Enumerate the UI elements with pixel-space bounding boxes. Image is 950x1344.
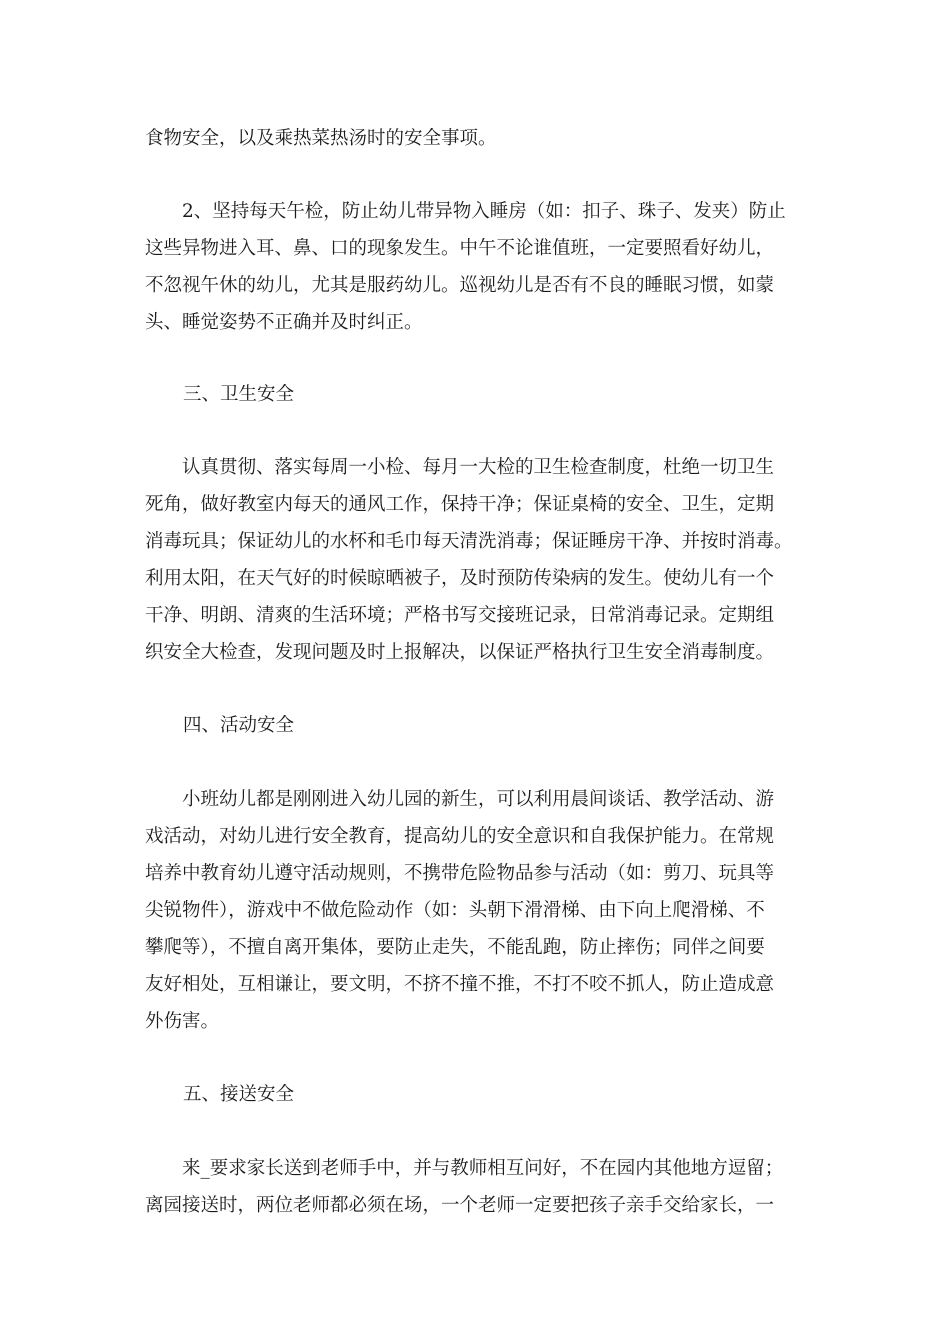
text-line: 死角，做好教室内每天的通风工作，保持干净；保证桌椅的安全、卫生，定期	[145, 494, 775, 515]
section-heading-activity: 四、活动安全	[183, 715, 295, 736]
text-line: 头、睡觉姿势不正确并及时纠正。	[145, 312, 423, 333]
section-heading-pickup: 五、接送安全	[183, 1084, 295, 1105]
text-line: 戏活动，对幼儿进行安全教育，提高幼儿的安全意识和自我保护能力。在常规	[145, 826, 775, 847]
paragraph-nap-check	[145, 193, 810, 341]
section-heading-hygiene: 三、卫生安全	[183, 384, 295, 405]
text-line: 干净、明朗、清爽的生活环境；严格书写交接班记录，日常消毒记录。定期组	[145, 605, 775, 626]
paragraph-pickup	[145, 1150, 810, 1224]
text-line: 离园接送时，两位老师都必须在场，一个老师一定要把孩子亲手交给家长，一	[145, 1195, 775, 1216]
text-line: 来_要求家长送到老师手中，并与教师相互问好，不在园内其他地方逗留；	[145, 1158, 784, 1179]
text-line: 外伤害。	[145, 1011, 220, 1032]
text-line: 消毒玩具；保证幼儿的水杯和毛巾每天清洗消毒；保证睡房干净、并按时消毒。	[145, 531, 793, 552]
paragraph-activity	[145, 781, 810, 1040]
text-line: 尖锐物件），游戏中不做危险动作（如：头朝下滑滑梯、由下向上爬滑梯、不	[145, 900, 765, 921]
text-line: 不忽视午休的幼儿，尤其是服药幼儿。巡视幼儿是否有不良的睡眠习惯，如蒙	[145, 275, 775, 296]
text-line: 织安全大检查，发现问题及时上报解决，以保证严格执行卫生安全消毒制度。	[145, 642, 775, 663]
text-line: 这些异物进入耳、鼻、口的现象发生。中午不论谁值班，一定要照看好幼儿，	[145, 238, 775, 259]
text-line: 食物安全，以及乘热菜热汤时的安全事项。	[145, 128, 497, 149]
text-line: 小班幼儿都是刚刚进入幼儿园的新生，可以利用晨间谈话、教学活动、游	[145, 789, 775, 810]
text-line: 利用太阳，在天气好的时候晾晒被子，及时预防传染病的发生。使幼儿有一个	[145, 568, 775, 589]
text-line: 2、坚持每天午检，防止幼儿带异物入睡房（如：扣子、珠子、发夹）防止	[145, 201, 786, 222]
text-line: 培养中教育幼儿遵守活动规则，不携带危险物品参与活动（如：剪刀、玩具等	[145, 863, 775, 884]
paragraph-hygiene	[145, 449, 810, 671]
text-line: 攀爬等），不擅自离开集体，要防止走失，不能乱跑，防止摔伤；同伴之间要	[145, 937, 765, 958]
text-line: 友好相处，互相谦让，要文明，不挤不撞不推，不打不咬不抓人，防止造成意	[145, 974, 775, 995]
paragraph-food-safety-end	[145, 120, 810, 157]
text-line: 认真贯彻、落实每周一小检、每月一大检的卫生检查制度，杜绝一切卫生	[145, 457, 775, 478]
